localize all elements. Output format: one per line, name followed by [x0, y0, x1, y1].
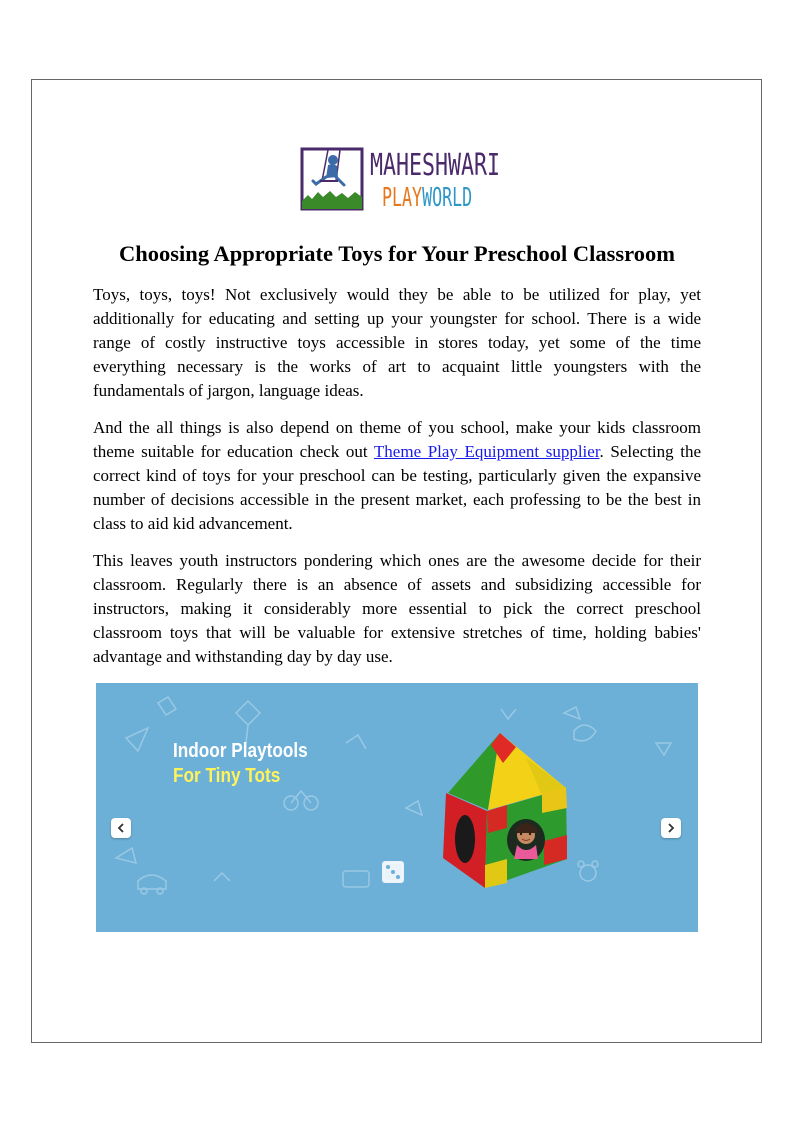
chevron-right-icon [666, 823, 676, 833]
article-paragraph-3: This leaves youth instructors pondering which ones are the awesome decide for their classroom. Regularly there is an absence of assets and subsidizing accessible for instructors, making it considerably more essential to pick the correct preschool classroom toys that will be valuable for extensive stretches of time, holding babies' advantage and withstanding day by day use. [93, 551, 701, 666]
kite-icon [236, 701, 260, 743]
dice-accent-icon [382, 861, 404, 883]
paper-plane-icon [126, 728, 148, 751]
puzzle-playhouse-image [443, 733, 567, 888]
article-title: Choosing Appropriate Toys for Your Preschool Classroom [119, 241, 675, 266]
bus-doodle-icon [343, 871, 369, 887]
duck-doodle-icon [574, 725, 596, 741]
carousel-prev-button[interactable] [111, 818, 131, 838]
cone-doodle-icon [656, 743, 671, 755]
brand-name-line2 [382, 183, 472, 213]
brand-logo [300, 147, 500, 215]
theme-play-equipment-link[interactable]: Theme Play Equipment supplier [373, 442, 600, 461]
toy-car-icon [138, 875, 166, 889]
banner-headline-2: For Tiny Tots [173, 765, 281, 787]
article-paragraph-1: Toys, toys, toys! Not exclusively would they be able to be utilized for play, yet additionally for educating and setting up your youngster for school. There is a wide range of costly instructive toys accessible in stores today, yet some of the time everything necessary is the works of art to acquaint little youngsters with the fundamentals of jargon, language ideas. [93, 285, 701, 400]
chevron-left-icon [116, 823, 126, 833]
banner-illustration [96, 683, 698, 932]
hero-banner [96, 683, 698, 932]
carousel-next-button[interactable] [661, 818, 681, 838]
brand-play-word: PLAY [382, 183, 423, 213]
banner-headline-1: Indoor Playtools [173, 740, 308, 762]
brand-world-word: WORLD [422, 183, 473, 213]
flag-doodle-icon [406, 801, 422, 815]
star-doodle-icon [564, 707, 580, 719]
paragraph-2-intro: And the all things is also depend on theme of you school, make your kids classroom theme suitable for education check out [93, 418, 701, 461]
brand-name-line1: MAHESHWARI [370, 148, 501, 183]
spring-doodle-icon [214, 873, 230, 881]
pencil-doodle-icon [158, 697, 176, 715]
article-paragraph-2 [93, 416, 701, 536]
leaf-doodle-icon [501, 709, 516, 719]
paragraph-2-rest: . Selecting the correct kind of toys for your preschool can be testing, particularly given the expansive number of decisions accessible in the present market, each professing to be the best in class to aid kid advancement. [93, 442, 702, 533]
swing-kid-logo-icon [300, 147, 366, 213]
triangle-doodle-icon [116, 848, 136, 863]
plane-doodle-icon [346, 735, 366, 749]
